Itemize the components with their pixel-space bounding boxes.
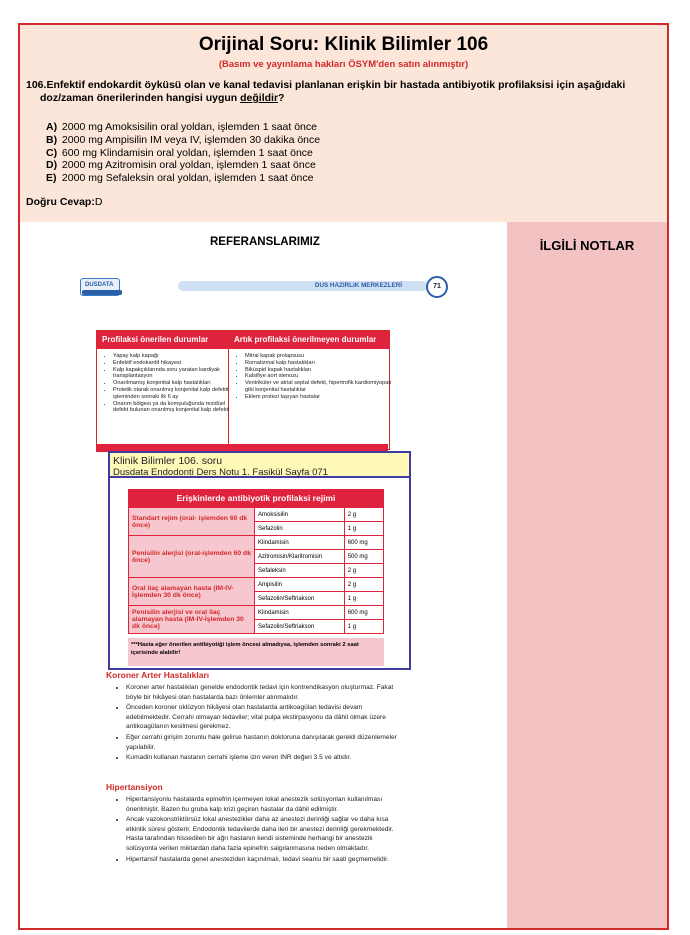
dose-cell: 2 g (344, 508, 383, 522)
list-item: • Onarım bölgesi ya da komşuluğunda rezidüel defekt bulunan onarılmış konjenital kalp defekti (113, 401, 233, 415)
drug-cell: Sefaleksin (254, 564, 344, 578)
dose-cell: 500 mg (344, 550, 383, 564)
answer-value: D (94, 196, 103, 208)
section-hypertension-title: Hipertansiyon (106, 782, 163, 792)
question-line-1: Enfektif endokardit öyküsü olan ve kanal tedavisi planlanan erişkin bir hastada antibiyotik profilaksisi için aşağıdaki (46, 79, 626, 91)
notes-panel (507, 222, 667, 928)
option-b: B) 2000 mg Ampisilin IM veya IV, işlemden 30 dakika önce (46, 133, 321, 146)
list-item: • Enfektif endokardit hikayesi (113, 360, 233, 367)
table-row (129, 606, 384, 620)
dose-cell: 600 mg (344, 536, 383, 550)
list-item: • Onarılmamış konjenital kalp hastalıkları (113, 380, 233, 387)
table-row (129, 536, 384, 550)
hypertension-list (116, 795, 398, 865)
recommended-list (103, 353, 233, 414)
source-question-ref: Klinik Bilimler 106. soru (113, 455, 223, 467)
list-item: • Kalp kapakçıklarında soru yaratan kardiyak transplantasyon (113, 367, 233, 381)
section-coronary-title: Koroner Arter Hastalıkları (106, 670, 210, 680)
dusdata-logo: DUSDATA (80, 278, 120, 296)
list-item: • Protetik olarak onarılmış konjenital kalp defekti işleminden sonraki ilk 6 ay (113, 387, 233, 401)
source-highlight-box (108, 451, 411, 478)
list-item: • Hipertansif hastalarda genel anesteziden kaçınılmalı, tedavi seansı bir saati geçmemelidir. (126, 855, 398, 865)
question-box (20, 25, 667, 222)
list-item: • Romatizmal kalp hastalıkları (245, 360, 395, 367)
list-item: • Koroner arter hastalıkları genelde endodontik tedavi için kontrendikasyon oluşturmaz. Fakat böyle bir hikâyesi olan hastalarda bazı önlemler alınmalıdır. (126, 683, 398, 702)
list-item: • Hipertansiyonlu hastalarda epinefrin içermeyen lokal anestezik solüsyonları kullanılması önerilmiştir. Bazen bu gruba kalp krizi geçiren hastalar da dâhil edilmiştir. (126, 795, 398, 814)
option-c: C) 600 mg Klindamisin oral yoldan, işlemden 1 saat önce (46, 146, 313, 159)
drug-cell: Sefazolin/Seftriakson (254, 592, 344, 606)
list-item: • Kumadin kullanan hastanın cerrahi işleme izin veren INR değeri 3.5 ve altıdır. (126, 753, 398, 763)
dose-cell: 1 g (344, 620, 383, 634)
dose-cell: 1 g (344, 592, 383, 606)
coronary-list (116, 683, 398, 764)
list-item: • Önceden koroner oklüzyon hikâyesi olan hastalarda antikoagülan tedavisi devam edebilmektedir. Cerrahi olmayan tedaviler; vital pulpa ekstirpasyonu da dâhil olmak üzere antikoagülanın kesilmesi gerekmez. (126, 703, 398, 732)
col-not-recommended-title: Artık profilaksi önerilmeyen durumlar (229, 331, 389, 349)
list-item: • Mitral kapak prolapsusu (245, 353, 395, 360)
references-title: REFERANSLARIMIZ (210, 236, 320, 248)
list-item: • Eklem protezi taşıyan hastalar (245, 394, 395, 401)
copyright-note: (Basım ve yayınlama hakları ÖSYM'den satın alınmıştır) (218, 59, 469, 70)
group-penicillin-allergy: Penisilin alerjisi (oral-işlemden 60 dk önce) (129, 536, 255, 578)
drug-cell: Sefazolin (254, 522, 344, 536)
book-header-band: DUS HAZIRLIK MERKEZLERİ (178, 281, 428, 291)
dose-cell: 1 g (344, 522, 383, 536)
question-number: 106. (26, 79, 47, 91)
list-item: • Kalsifiye aort stenozu (245, 373, 395, 380)
answer-options (46, 121, 320, 185)
drug-cell: Ampisilin (254, 578, 344, 592)
source-book-ref: Dusdata Endodonti Ders Notu 1. Fasikül Sayfa 071 (113, 467, 328, 478)
table-row (129, 578, 384, 592)
drug-cell: Amoksisilin (254, 508, 344, 522)
bottom-divider (20, 928, 667, 930)
drug-cell: Azitromisin/Klaritromisin (254, 550, 344, 564)
dose-cell: 2 g (344, 578, 383, 592)
list-item: • Ancak vazokonstriktörsüz lokal anestezikler daha az anestezi derinliği sağlar ve daha kısa etkinlik süresi gösterir. Endodontik tedavilerde daha ileri bir anestezi derinliği gerekmektedir. Hasta tarafından hissedilen bir ağrı hastanın kendi sisteminde herhangi bir anestezik solüsyonla verilen miktardan daha fazla epinefrin salgılanmasına neden olmaktadır. (126, 815, 398, 853)
option-e: E) 2000 mg Sefaleksin oral yoldan, işlemden 1 saat önce (46, 172, 314, 185)
question-end: ? (278, 92, 285, 104)
option-d: D) 2000 mg Azitromisin oral yoldan, işlemden 1 saat önce (46, 159, 316, 172)
not-recommended-list (235, 353, 395, 401)
drug-cell: Sefazolin/Seftriakson (254, 620, 344, 634)
group-standard: Standart rejim (oral- işlemden 60 dk önce) (129, 508, 255, 536)
group-no-oral: Oral ilaç alamayan hasta (IM-IV-İşlemden 30 dk önce) (129, 578, 255, 606)
drug-cell: Klindamisin (254, 536, 344, 550)
logo-underline (82, 290, 122, 295)
list-item: • Biküspid kapak hastalıkları (245, 367, 395, 374)
correct-answer: Doğru Cevap:D (26, 196, 103, 208)
list-item: • Yapay kalp kapağı (113, 353, 233, 360)
drug-cell: Klindamisin (254, 606, 344, 620)
book-page-number: 71 (426, 276, 448, 298)
regimen-table (128, 507, 384, 634)
list-item: • Ventriküler ve atrial septal defekt, hipertrofik kardiomiyopati gibi konjenital hastalıklar (245, 380, 395, 394)
question-line-2: doz/zaman önerilerinden hangisi uygun (40, 92, 241, 104)
regimen-note: ***Hasta eğer önerilen antibiyotiği işlem öncesi almadıysa, işlemden sonraki 2 saat içerisinde alabilir! (128, 638, 384, 666)
col-recommended-title: Profilaksi önerilen durumlar (97, 331, 228, 349)
regimen-title: Erişkinlerde antibiyotik profilaksi rejimi (128, 489, 384, 507)
question-negation: değildir (240, 92, 279, 104)
list-item: • Eğer cerrahi girişim zorunlu hale gelirse hastanın doktoruna danışılarak gerekli düzenlemeler yapılabilir. (126, 733, 398, 752)
table-row (129, 508, 384, 522)
prophylaxis-table (96, 330, 390, 450)
question-text (26, 79, 626, 105)
page-title: Orijinal Soru: Klinik Bilimler 106 (198, 34, 489, 55)
dose-cell: 2 g (344, 564, 383, 578)
group-allergy-no-oral: Penisilin alerjisi ve oral ilaç alamayan hasta (IM-IV-İşlemden 30 dk önce) (129, 606, 255, 634)
option-a: A) 2000 mg Amoksisilin oral yoldan, işlemden 1 saat önce (46, 121, 317, 133)
dose-cell: 600 mg (344, 606, 383, 620)
notes-title: İLGİLİ NOTLAR (539, 238, 635, 253)
